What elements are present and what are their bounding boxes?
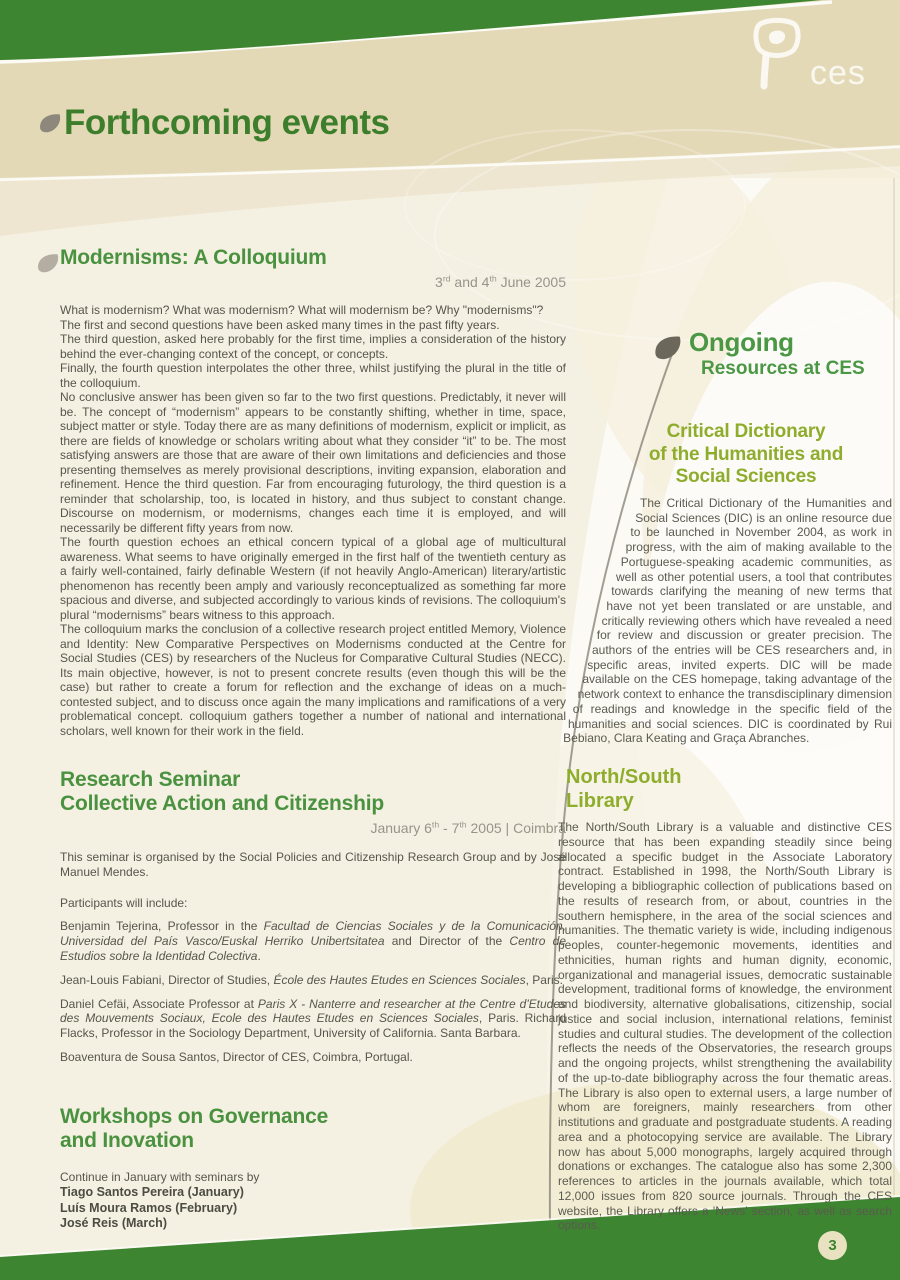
seminar-title-line2: Collective Action and Citizenship: [60, 792, 384, 815]
workshops-section: [60, 1105, 566, 1232]
library-heading-line1: North/South: [566, 766, 682, 788]
seminar-intro: This seminar is organised by the Social Policies and Citizenship Research Group and by José Manuel Mendes.: [60, 850, 566, 879]
participant-entry: Daniel Cefäi, Associate Professor at Paris X - Nanterre and researcher at the Centre d'Etudes des Mouvements Sociaux, Ecole des Hautes Etudes en Sciences Sociales, Paris. Richard Flacks, Professor in the Sociology Department, University of California. Santa Barbara.: [60, 996, 566, 1041]
dictionary-heading: [598, 421, 894, 489]
leaf-bullet-icon: [652, 334, 686, 361]
participant-entry: Jean-Louis Fabiani, Director of Studies, École des Hautes Etudes en Sciences Sociales, Paris.: [60, 972, 563, 987]
colloquium-paragraph: The colloquium marks the conclusion of a collective research project entitled Memory, Violence and Identity: New Comparative Perspectives on Modernisms conducted at the Centre for Social Studies (CES) by researchers of the Nucleus for Comparative Cultural Studies (NECC). Its main objective, however, is not to present concrete results (even though this will be the case) but rather to create a forum for reflection and the exchange of ideas on a much-contested subject, and to discuss once again the many implications and ramifications of a very problematical concept. colloquium gathers together a number of national and international scholars, well known for their work in the field.: [60, 622, 566, 738]
workshops-title-line1: Workshops on Governance: [60, 1104, 329, 1128]
dictionary-text: The Critical Dictionary of the Humanities and Social Sciences (DIC) is an online resource due to be launched in November 2004, as work in progress, with the aim of making available to the Portuguese-speaking academic communities, as well as other potential users, a tool that contributes towards clarifying the meaning of new terms that have not yet been translated or are unstable, and critically reviewing others which have revealed a need for review and discussion or greater precision. The authors of the entries will be CES researchers and, in specific areas, invited experts. DIC will be made available on the CES homepage, taking advantage of the network context to enhance the transdisciplinary dimension of readings and knowledge in the specific field of the humanities and social sciences. DIC is coordinated by Rui Bebiano, Clara Keating and Graça Abranches.: [563, 496, 892, 746]
dictionary-body: [556, 496, 892, 746]
page-number-badge: 3: [818, 1231, 847, 1260]
dictionary-heading-line: Social Sciences: [675, 466, 817, 487]
library-heading-line2: Library: [566, 790, 634, 812]
ces-logo-text: ces: [810, 54, 866, 92]
seminar-date: January 6th - 7th 2005 | Coimbra: [370, 819, 566, 836]
colloquium-paragraph: The third question, asked here probably for the first time, implies a consideration of the history behind the ever-changing context of the concept, or concepts.: [60, 332, 566, 361]
participant-entry: Boaventura de Sousa Santos, Director of CES, Coimbra, Portugal.: [60, 1049, 413, 1064]
workshops-intro: Continue in January with seminars by: [60, 1169, 260, 1184]
seminar-title-line1: Research Seminar: [60, 768, 241, 791]
workshop-speaker: Luís Moura Ramos (February): [60, 1200, 238, 1215]
participant-entry: Benjamin Tejerina, Professor in the Facultad de Ciencias Sociales y de la Comunicación, Universidad del País Vasco/Euskal Herriko Unibertsitatea and Director of the Centro de Estudios sobre la Identidad Colectiva.: [60, 919, 567, 963]
library-body: The North/South Library is a valuable and distinctive CES resource that has been expanding steadily since being allocated a specific budget in the Associate Laboratory contract. Established in 1998, the North/South Library is developing a bibliographic collection of publications based on the results of research from, or about, countries in the southern hemisphere, in the area of the social sciences and humanities. The thematic variety is wide, including indigenous peoples, counter-hegemonic movements, identities and ethnicities, human rights and human dignity, economic, organizational and managerial issues, democratic sustainable development, traditional forms of knowledge, the environment and biodiversity, alternative globalisations, citizenship, social justice and social inclusion, international relations, feminist studies and cultural studies. The development of the collection reflects the needs of the Observatories, the research groups and the ongoing projects, whilst strengthening the availability of the up-to-date bibliography across the four thematic areas. The Library is also open to external users, a large number of whom are foreigners, mainly researchers from other institutions and graduate and postgraduate students. A reading area and a photocopying service are available. The Library now has about 5,000 monographs, largely acquired through donations or exchanges. The catalogue also has some 2,300 references to articles in the journals available, which total 12,000 issues from 820 source journals. Through the CES website, the Library offers a 'News' section, as well as search options.: [558, 820, 892, 1233]
workshops-title-line2: and Inovation: [60, 1128, 194, 1152]
workshop-speaker: Tiago Santos Pereira (January): [60, 1185, 244, 1200]
colloquium-body: [60, 303, 566, 738]
dictionary-heading-line: Critical Dictionary: [666, 421, 826, 442]
page-title: Forthcoming events: [64, 103, 390, 142]
colloquium-paragraph: No conclusive answer has been given so far to the two first questions. Predictably, it never will be. The concept of “modernism” appears to be constantly shifting, whether in time, space, subject matter or style. Today there are as many definitions of modernism, explicit or implicit, as there are fields of knowledge or scholars writing about what they consider “it” to be. The most satisfying answers are those that are aware of their own limitations and deficiencies and those presenting themselves as merely provisional descriptions, inviting expansion, elaboration and refinement. Hence the third question. Far from encouraging futurology, the third question is a reminder that scholarship, too, is located in history, and thus subject to constant change. Discourse on modernism, or modernisms, changes each time it is employed, and will necessarily be different fifty years from now.: [60, 390, 566, 535]
participants-label: Participants will include:: [60, 896, 188, 911]
leaf-bullet-icon: [36, 252, 62, 274]
ces-logo-icon: [750, 16, 806, 94]
colloquium-paragraph: Finally, the fourth question interpolates the other three, whilst justifying the plural in the title of the colloquium.: [60, 361, 566, 390]
ongoing-title-line2: Resources at CES: [701, 358, 865, 379]
colloquium-paragraph: The first and second questions have been asked many times in the past fifty years.: [60, 317, 500, 332]
colloquium-title: Modernisms: A Colloquium: [60, 246, 327, 269]
workshop-speaker: José Reis (March): [60, 1216, 167, 1231]
colloquium-paragraph: The fourth question echoes an ethical concern typical of a global age of multicultural awareness. What seems to have originally emerged in the first half of the twentieth century as a fairly well-contained, fairly definable Western (if not heavily Anglo-American) literary/artistic phenomenon has recently been amply and variously reconceptualized as something far more spacious and diverse, and subjected accordingly to various kinds of revisions. The colloquium's plural “modernisms” bears witness to this approach.: [60, 535, 566, 622]
leaf-bullet-icon: [38, 112, 64, 134]
seminar-section: [60, 768, 566, 1065]
colloquium-paragraph: What is modernism? What was modernism? What will modernism be? Why "modernisms"?: [60, 303, 544, 317]
main-column: [60, 246, 566, 1232]
dictionary-heading-line: of the Humanities and: [648, 443, 844, 465]
ces-logo: [750, 16, 866, 94]
library-heading: [566, 765, 682, 813]
ongoing-title-line1: Ongoing: [689, 327, 794, 357]
colloquium-date: 3rd and 4th June 2005: [435, 273, 566, 290]
